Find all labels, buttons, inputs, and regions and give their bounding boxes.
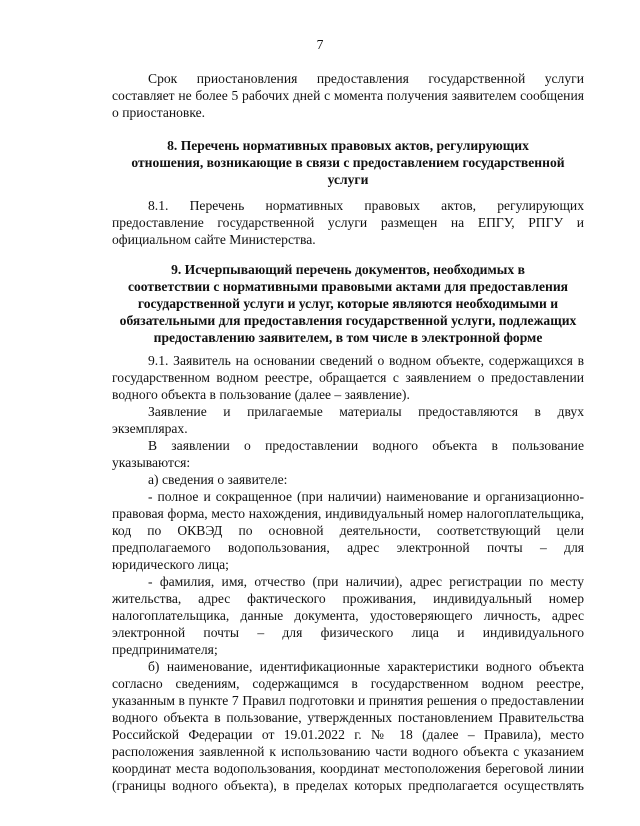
page-number: 7 (316, 37, 324, 52)
text-line: составляет не более 5 рабочих дней с момента получения заявителем сообщения (112, 88, 584, 103)
text-line: координат места водопользования, координат местоположения береговой линии (112, 761, 584, 776)
text-line: юридического лица; (112, 557, 229, 572)
text-line: 9.1. Заявитель на основании сведений о водном объекте, содержащихся в (148, 353, 584, 368)
heading-line: соответствии с нормативными правовыми актами для предоставления (127, 279, 569, 294)
text-line: В заявлении о предоставлении водного объекта в пользование (148, 438, 584, 453)
text-line: код по ОКВЭД по основной деятельности, соответствующий цели (112, 523, 584, 538)
section-8-heading (112, 137, 584, 188)
text-line: экземплярах. (112, 421, 188, 436)
text-line: предпринимателя; (112, 642, 218, 657)
heading-line: 9. Исчерпывающий перечень документов, необходимых в (171, 262, 525, 277)
text-line: указываются: (112, 455, 191, 470)
text-line: Российской Федерации от 19.01.2022 г. № 18 (далее – Правила), место (112, 727, 584, 742)
text-line: б) наименование, идентификационные характеристики водного объекта (148, 659, 584, 674)
suspension-paragraph (112, 70, 584, 121)
text-line: согласно сведениям, содержащимся в государственном водном реестре, (112, 676, 584, 691)
text-line: налогоплательщика, данные документа, удостоверяющего личность, адрес (112, 608, 584, 623)
text-line: - полное и сокращенное (при наличии) наименование и организационно- (148, 489, 584, 504)
heading-line: 8. Перечень нормативных правовых актов, регулирующих (167, 138, 529, 153)
text-line: жительства, адрес фактического проживания, индивидуальный номер (112, 591, 584, 606)
text-line: предоставление государственной услуги размещен на ЕПГУ, РПГУ и (112, 215, 584, 230)
heading-line: обязательными для предоставления государственной услуги, подлежащих (119, 313, 577, 328)
text-line: водного объекта в пользование (далее – заявление). (112, 387, 410, 402)
section-8-paragraph (112, 197, 584, 248)
text-line: 8.1. Перечень нормативных правовых актов, регулирующих (148, 198, 584, 213)
text-line: предполагаемого водопользования, адрес электронной почты – для (112, 540, 584, 555)
text-line: а) сведения о заявителе: (148, 472, 288, 487)
text-line: Заявление и прилагаемые материалы предоставляются в двух (148, 404, 584, 419)
section-9-heading (112, 261, 584, 346)
heading-line: предоставлению заявителем, в том числе в электронной форме (153, 330, 543, 345)
text-line: - фамилия, имя, отчество (при наличии), адрес регистрации по месту (148, 574, 584, 589)
text-line: указанным в пункте 7 Правил подготовки и принятия решения о предоставлении (112, 693, 584, 708)
text-line: официальном сайте Министерства. (112, 232, 316, 247)
heading-line: услуги (327, 172, 369, 187)
heading-line: отношения, возникающие в связи с предоставлением государственной (131, 155, 565, 170)
text-line: Срок приостановления предоставления государственной услуги (148, 71, 584, 86)
text-line: (границы водного объекта), в пределах которых предполагается осуществлять (112, 778, 584, 793)
text-line: электронной почты – для физического лица и индивидуального (112, 625, 584, 640)
text-line: государственном водном реестре, обращается с заявлением о предоставлении (112, 370, 584, 385)
text-line: о приостановке. (112, 105, 206, 120)
text-line: водного объекта в пользование, утвержденных постановлением Правительства (112, 710, 584, 725)
text-line: расположения заявленной к использованию части водного объекта с указанием (112, 744, 584, 759)
text-line: правовая форма, место нахождения, индивидуальный номер налогоплательщика, (112, 506, 584, 521)
heading-line: государственной услуги и услуг, которые являются необходимыми и (137, 296, 559, 311)
section-9-paragraphs (112, 352, 584, 794)
